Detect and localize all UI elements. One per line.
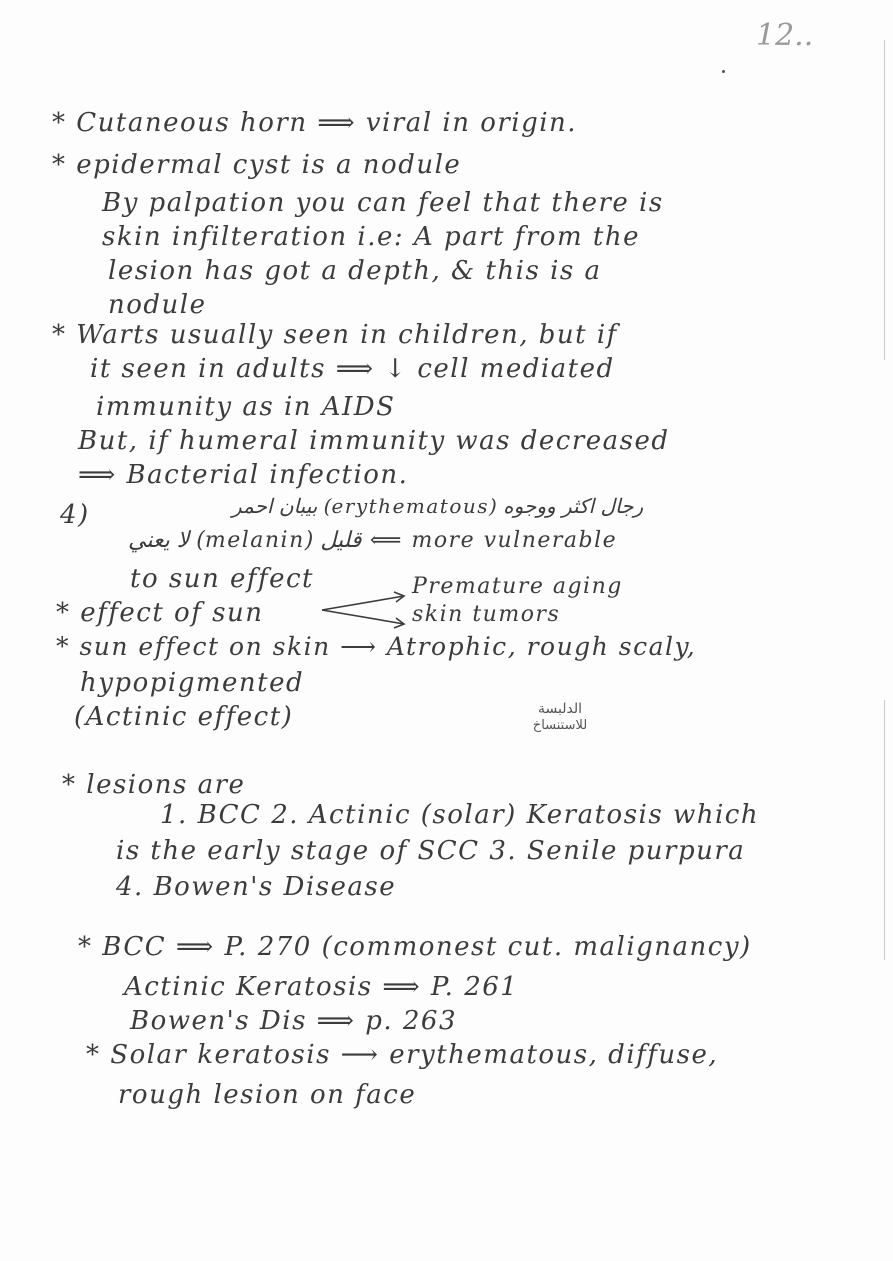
note-line: ⟹ Bacterial infection. [78, 460, 409, 490]
note-line: * BCC ⟹ P. 270 (commonest cut. malignancy) [78, 932, 752, 962]
note-line: skin tumors [412, 602, 561, 627]
note-line: to sun effect [130, 564, 314, 594]
note-line: 1. BCC 2. Actinic (solar) Keratosis which [160, 800, 760, 830]
note-line: But, if humeral immunity was decreased [78, 426, 670, 456]
note-line: رجال اكثر ووجوه (erythematous) بيبان احمر [232, 494, 644, 518]
copy-shop-stamp [500, 700, 620, 760]
note-line: it seen in adults ⟹ ↓ cell mediated [90, 354, 615, 384]
note-line: is the early stage of SCC 3. Senile purpura [116, 836, 746, 866]
note-line: skin infilteration i.e: A part from the [102, 222, 640, 252]
stamp-line: الدلبسة [538, 701, 582, 717]
note-line: Bowen's Dis ⟹ p. 263 [130, 1006, 458, 1036]
note-line: (Actinic effect) [74, 702, 294, 732]
note-line: * Warts usually seen in children, but if [52, 320, 618, 350]
note-line: rough lesion on face [118, 1080, 417, 1110]
note-line: nodule [108, 290, 207, 320]
note-line: * epidermal cyst is a nodule [52, 150, 462, 180]
note-line: immunity as in AIDS [96, 392, 396, 422]
page-number: 12.. [756, 18, 814, 53]
note-line: Actinic Keratosis ⟹ P. 261 [124, 972, 519, 1002]
scan-edge [884, 700, 885, 960]
note-line: Premature aging [412, 574, 623, 599]
note-line: 4) [60, 500, 90, 530]
note-line: * Cutaneous horn ⟹ viral in origin. [52, 108, 578, 138]
scan-edge [884, 40, 885, 360]
note-line: By palpation you can feel that there is [102, 188, 664, 218]
note-line: more vulnerable ⟸ قليل (melanin) لا يعني [128, 528, 618, 553]
note-line: hypopigmented [80, 668, 305, 698]
stamp-line: للاستنساخ [532, 718, 588, 733]
note-line: * Solar keratosis ⟶ erythematous, diffuse, [86, 1040, 719, 1070]
note-line: lesion has got a depth, & this is a [108, 256, 602, 286]
note-line: * lesions are [62, 770, 246, 800]
note-line: * sun effect on skin ⟶ Atrophic, rough scaly, [56, 632, 697, 661]
note-line: 4. Bowen's Disease [116, 872, 397, 902]
note-line: * effect of sun [56, 598, 264, 628]
split-arrow-icon [320, 590, 410, 630]
ink-dot [722, 70, 725, 73]
